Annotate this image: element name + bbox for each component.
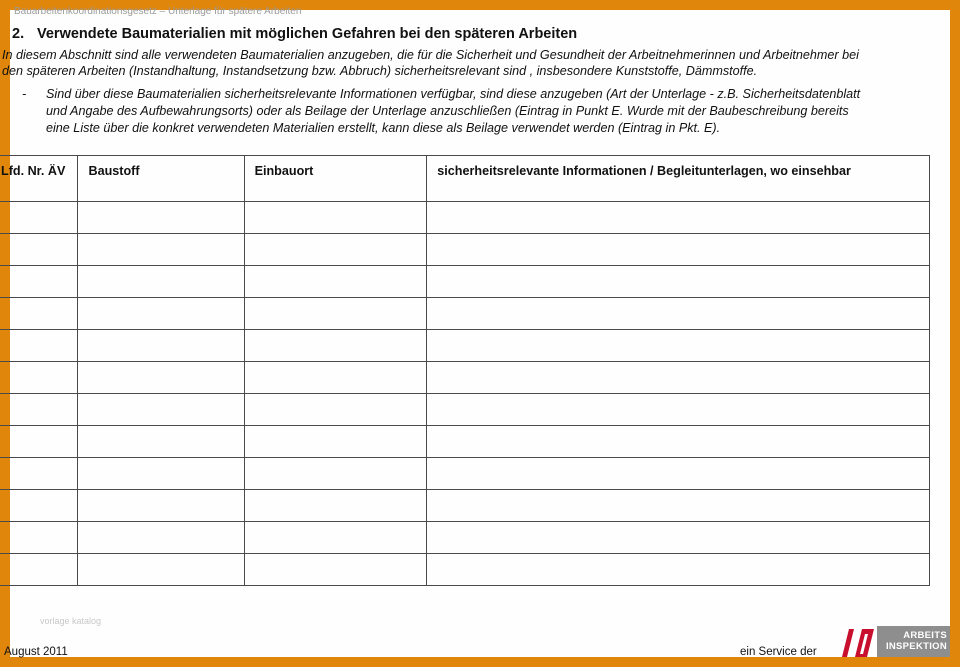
intro-line: In diesem Abschnitt sind alle verwendeten Baumaterialien anzugeben, die für die Sicherheit und Gesundheit der Arbeitnehmerinnen und Arbeitnehmer bei (2, 48, 859, 62)
table-cell[interactable] (244, 458, 427, 490)
header-lfd-nr: Lfd. Nr. ÄV (0, 156, 78, 202)
table-cell[interactable] (78, 458, 244, 490)
table-cell[interactable] (244, 394, 427, 426)
table-cell[interactable] (0, 490, 78, 522)
document-top-line: Bauarbeitenkoordinationsgesetz – Unterlage für spätere Arbeiten (14, 6, 302, 17)
section-title: Verwendete Baumaterialien mit möglichen Gefahren bei den späteren Arbeiten (37, 26, 578, 42)
table-cell[interactable] (244, 362, 427, 394)
bullet-line: und Angabe des Aufbewahrungsorts) oder als Beilage der Unterlage anzuschließen (Eintrag in Punkt E. Wurde mit der Baubeschreibung bereits (46, 104, 849, 118)
table-row (0, 330, 930, 362)
table-cell[interactable] (244, 234, 427, 266)
footer-service: ein Service der (740, 646, 817, 658)
footer-date: August 2011 (4, 646, 68, 658)
bullet-line: eine Liste über die konkret verwendeten Materialien erstellt, kann diese als Beilage verwendet werden (Eintrag in Pkt. E). (46, 121, 721, 135)
table-cell[interactable] (0, 266, 78, 298)
table-cell[interactable] (78, 330, 244, 362)
header-baustoff: Baustoff (78, 156, 244, 202)
table-cell[interactable] (244, 330, 427, 362)
table-cell[interactable] (427, 554, 930, 586)
table-row (0, 202, 930, 234)
table-cell[interactable] (78, 266, 244, 298)
table-cell[interactable] (78, 490, 244, 522)
table-cell[interactable] (0, 394, 78, 426)
instruction-bullet (22, 86, 952, 137)
table-cell[interactable] (0, 330, 78, 362)
watermark-text: vorlage katalog (40, 616, 102, 626)
table-cell[interactable] (244, 490, 427, 522)
logo-mark-icon (840, 626, 876, 657)
table-cell[interactable] (427, 490, 930, 522)
table-cell[interactable] (0, 298, 78, 330)
table-cell[interactable] (244, 266, 427, 298)
table-row (0, 394, 930, 426)
table-cell[interactable] (0, 522, 78, 554)
table-body (0, 202, 930, 586)
table-row (0, 554, 930, 586)
table-cell[interactable] (244, 522, 427, 554)
table-cell[interactable] (78, 426, 244, 458)
intro-paragraph (2, 47, 952, 79)
table-cell[interactable] (427, 330, 930, 362)
table-cell[interactable] (78, 298, 244, 330)
materials-table (0, 155, 930, 586)
table-cell[interactable] (0, 202, 78, 234)
table-cell[interactable] (0, 362, 78, 394)
table-cell[interactable] (244, 554, 427, 586)
table-cell[interactable] (244, 202, 427, 234)
logo-line: ARBEITS (903, 630, 947, 641)
table-cell[interactable] (427, 426, 930, 458)
table-cell[interactable] (0, 426, 78, 458)
table-cell[interactable] (427, 458, 930, 490)
table-cell[interactable] (0, 234, 78, 266)
table-row (0, 490, 930, 522)
table-cell[interactable] (78, 394, 244, 426)
document-page (1, 6, 950, 658)
table-cell[interactable] (427, 362, 930, 394)
table-cell[interactable] (427, 234, 930, 266)
table-cell[interactable] (0, 458, 78, 490)
table-cell[interactable] (244, 426, 427, 458)
header-informationen: sicherheitsrelevante Informationen / Begleitunterlagen, wo einsehbar (427, 156, 930, 202)
table-cell[interactable] (427, 266, 930, 298)
table-row (0, 426, 930, 458)
logo-text (877, 626, 950, 657)
table-row (0, 362, 930, 394)
table-row (0, 234, 930, 266)
bullet-line: Sind über diese Baumaterialien sicherheitsrelevante Informationen verfügbar, sind diese anzugeben (Art der Unterlage - z.B. Sicherheitsdatenblatt (46, 87, 861, 101)
table-cell[interactable] (427, 298, 930, 330)
table-cell[interactable] (78, 234, 244, 266)
table-cell[interactable] (427, 202, 930, 234)
table-row (0, 458, 930, 490)
table-cell[interactable] (78, 202, 244, 234)
table-cell[interactable] (0, 554, 78, 586)
header-einbauort: Einbauort (244, 156, 427, 202)
arbeitsinspektion-logo (840, 626, 950, 657)
table-cell[interactable] (427, 522, 930, 554)
table-row (0, 522, 930, 554)
table-cell[interactable] (78, 362, 244, 394)
table-cell[interactable] (78, 522, 244, 554)
table-cell[interactable] (78, 554, 244, 586)
section-number: 2. (12, 26, 25, 42)
table-header-row (0, 156, 930, 202)
table-row (0, 298, 930, 330)
logo-line: INSPEKTION (885, 640, 947, 652)
table-cell[interactable] (427, 394, 930, 426)
bullet-dash: - (22, 87, 27, 101)
table-row (0, 266, 930, 298)
table-cell[interactable] (244, 298, 427, 330)
section-heading (12, 26, 577, 42)
intro-line: den späteren Arbeiten (Instandhaltung, Instandsetzung bzw. Abbruch) sicherheitsrelevant sind , insbesondere Kunststoffe, Dämmstoffe. (2, 64, 758, 78)
